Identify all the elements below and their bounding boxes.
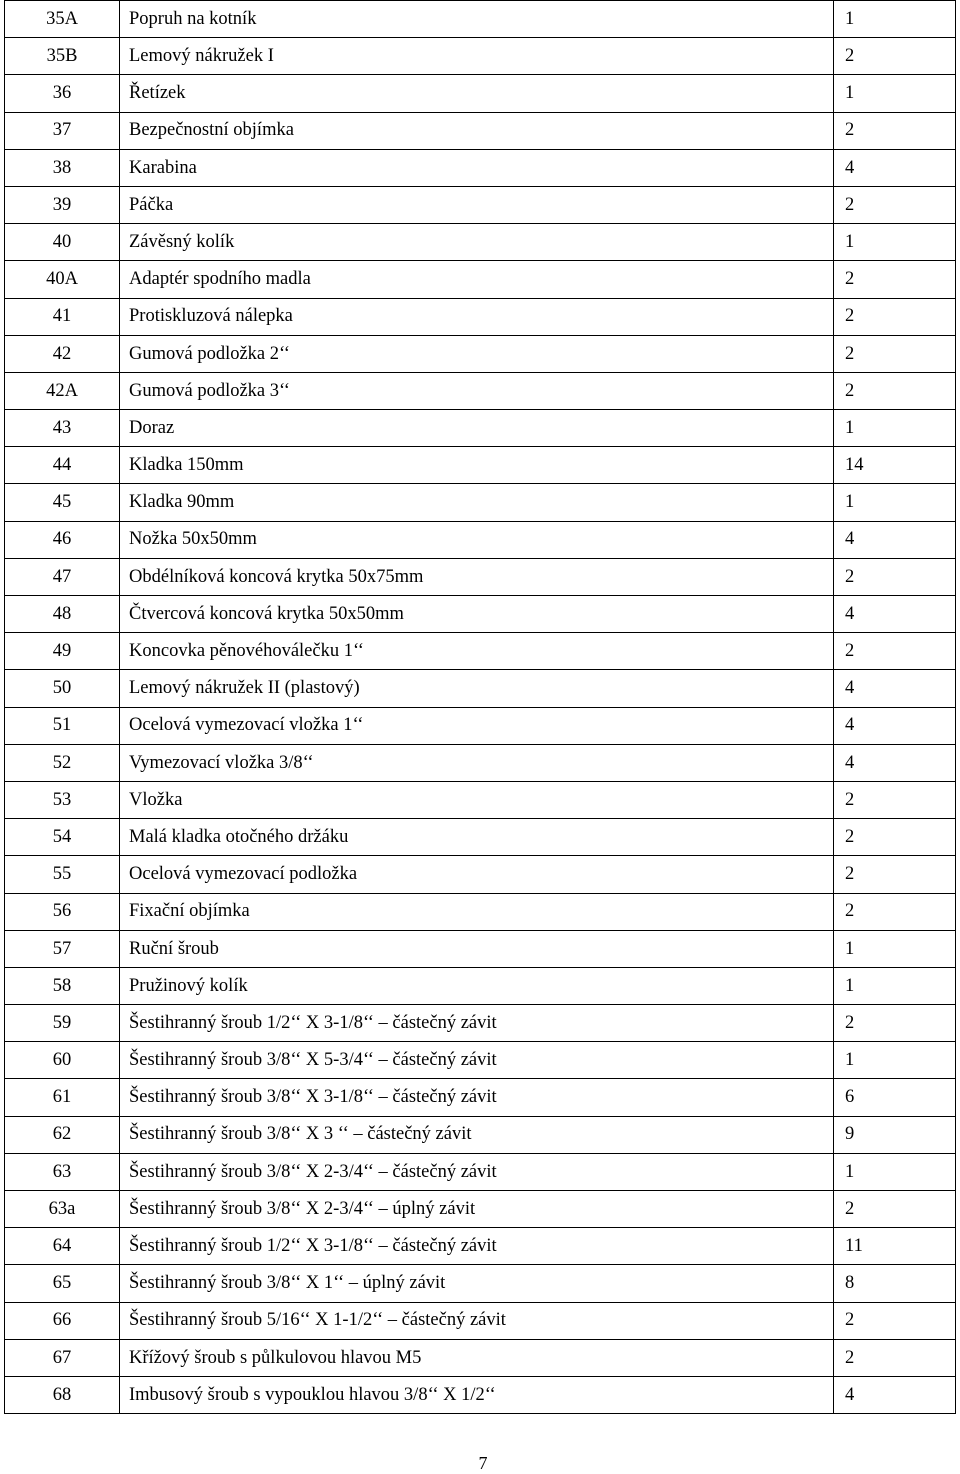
part-number-cell: 42: [5, 335, 120, 372]
part-number-cell: 47: [5, 558, 120, 595]
part-quantity-cell: 8: [834, 1265, 956, 1302]
part-quantity-cell: 9: [834, 1116, 956, 1153]
part-name-cell: Gumová podložka 2‘‘: [120, 335, 834, 372]
table-row: [5, 781, 956, 818]
part-quantity-cell: 2: [834, 261, 956, 298]
part-number-cell: 60: [5, 1042, 120, 1079]
part-quantity-cell: 2: [834, 1005, 956, 1042]
part-quantity-cell: 2: [834, 298, 956, 335]
table-row: [5, 484, 956, 521]
table-row: [5, 261, 956, 298]
table-row: [5, 298, 956, 335]
page-number: 7: [478, 1453, 488, 1473]
part-number-cell: 49: [5, 633, 120, 670]
table-row: [5, 967, 956, 1004]
part-name-cell: Čtvercová koncová krytka 50x50mm: [120, 596, 834, 633]
part-quantity-cell: 2: [834, 335, 956, 372]
part-quantity-cell: 2: [834, 633, 956, 670]
table-row: [5, 1302, 956, 1339]
table-row: [5, 112, 956, 149]
part-name-cell: Šestihranný šroub 5/16‘‘ X 1-1/2‘‘ – částečný závit: [120, 1302, 834, 1339]
table-row: [5, 893, 956, 930]
part-number-cell: 37: [5, 112, 120, 149]
part-name-cell: Páčka: [120, 186, 834, 223]
part-quantity-cell: 2: [834, 819, 956, 856]
part-quantity-cell: 1: [834, 224, 956, 261]
part-quantity-cell: 4: [834, 596, 956, 633]
part-number-cell: 40A: [5, 261, 120, 298]
parts-table-body: [5, 1, 956, 1414]
part-name-cell: Lemový nákružek II (plastový): [120, 670, 834, 707]
part-name-cell: Šestihranný šroub 3/8‘‘ X 3 ‘‘ – částečný závit: [120, 1116, 834, 1153]
part-name-cell: Nožka 50x50mm: [120, 521, 834, 558]
part-number-cell: 35A: [5, 1, 120, 38]
part-name-cell: Vymezovací vložka 3/8‘‘: [120, 744, 834, 781]
part-quantity-cell: 2: [834, 558, 956, 595]
table-row: [5, 224, 956, 261]
table-row: [5, 447, 956, 484]
part-quantity-cell: 4: [834, 670, 956, 707]
part-name-cell: Šestihranný šroub 3/8‘‘ X 3-1/8‘‘ – částečný závit: [120, 1079, 834, 1116]
table-row: [5, 1153, 956, 1190]
part-name-cell: Křížový šroub s půlkulovou hlavou M5: [120, 1339, 834, 1376]
part-number-cell: 57: [5, 930, 120, 967]
table-row: [5, 1005, 956, 1042]
table-row: [5, 335, 956, 372]
part-name-cell: Karabina: [120, 149, 834, 186]
table-row: [5, 186, 956, 223]
part-number-cell: 36: [5, 75, 120, 112]
part-number-cell: 42A: [5, 372, 120, 409]
part-name-cell: Bezpečnostní objímka: [120, 112, 834, 149]
table-row: [5, 38, 956, 75]
part-quantity-cell: 2: [834, 893, 956, 930]
part-number-cell: 43: [5, 410, 120, 447]
part-name-cell: Popruh na kotník: [120, 1, 834, 38]
part-name-cell: Pružinový kolík: [120, 967, 834, 1004]
part-number-cell: 41: [5, 298, 120, 335]
part-quantity-cell: 4: [834, 707, 956, 744]
part-name-cell: Koncovka pěnovéhoválečku 1‘‘: [120, 633, 834, 670]
part-number-cell: 46: [5, 521, 120, 558]
part-name-cell: Ocelová vymezovací podložka: [120, 856, 834, 893]
table-row: [5, 744, 956, 781]
table-row: [5, 372, 956, 409]
part-number-cell: 54: [5, 819, 120, 856]
part-name-cell: Šestihranný šroub 3/8‘‘ X 2-3/4‘‘ – částečný závit: [120, 1153, 834, 1190]
table-row: [5, 819, 956, 856]
table-row: [5, 633, 956, 670]
part-number-cell: 63a: [5, 1191, 120, 1228]
part-number-cell: 45: [5, 484, 120, 521]
part-quantity-cell: 2: [834, 186, 956, 223]
part-number-cell: 59: [5, 1005, 120, 1042]
table-row: [5, 521, 956, 558]
table-row: [5, 1265, 956, 1302]
part-quantity-cell: 1: [834, 1, 956, 38]
part-name-cell: Gumová podložka 3‘‘: [120, 372, 834, 409]
part-quantity-cell: 4: [834, 521, 956, 558]
part-number-cell: 64: [5, 1228, 120, 1265]
part-name-cell: Šestihranný šroub 3/8‘‘ X 2-3/4‘‘ – úplný závit: [120, 1191, 834, 1228]
table-row: [5, 670, 956, 707]
table-row: [5, 930, 956, 967]
part-quantity-cell: 1: [834, 1042, 956, 1079]
table-row: [5, 1042, 956, 1079]
table-row: [5, 149, 956, 186]
part-name-cell: Adaptér spodního madla: [120, 261, 834, 298]
part-number-cell: 55: [5, 856, 120, 893]
part-quantity-cell: 4: [834, 1376, 956, 1413]
part-quantity-cell: 1: [834, 75, 956, 112]
table-row: [5, 410, 956, 447]
part-number-cell: 38: [5, 149, 120, 186]
part-number-cell: 52: [5, 744, 120, 781]
part-name-cell: Doraz: [120, 410, 834, 447]
part-name-cell: Ruční šroub: [120, 930, 834, 967]
part-number-cell: 67: [5, 1339, 120, 1376]
part-number-cell: 58: [5, 967, 120, 1004]
part-name-cell: Řetízek: [120, 75, 834, 112]
part-quantity-cell: 2: [834, 38, 956, 75]
part-name-cell: Protiskluzová nálepka: [120, 298, 834, 335]
part-quantity-cell: 2: [834, 1339, 956, 1376]
table-row: [5, 596, 956, 633]
parts-table: [4, 0, 956, 1414]
table-row: [5, 1079, 956, 1116]
table-row: [5, 558, 956, 595]
part-number-cell: 48: [5, 596, 120, 633]
part-name-cell: Ocelová vymezovací vložka 1‘‘: [120, 707, 834, 744]
part-quantity-cell: 1: [834, 967, 956, 1004]
part-number-cell: 39: [5, 186, 120, 223]
part-number-cell: 40: [5, 224, 120, 261]
part-quantity-cell: 2: [834, 1191, 956, 1228]
part-quantity-cell: 4: [834, 149, 956, 186]
part-name-cell: Fixační objímka: [120, 893, 834, 930]
part-quantity-cell: 2: [834, 856, 956, 893]
part-number-cell: 35B: [5, 38, 120, 75]
table-row: [5, 707, 956, 744]
part-quantity-cell: 2: [834, 1302, 956, 1339]
part-name-cell: Šestihranný šroub 1/2‘‘ X 3-1/8‘‘ – částečný závit: [120, 1005, 834, 1042]
part-quantity-cell: 1: [834, 930, 956, 967]
part-name-cell: Šestihranný šroub 1/2‘‘ X 3-1/8‘‘ – částečný závit: [120, 1228, 834, 1265]
table-row: [5, 1376, 956, 1413]
part-name-cell: Šestihranný šroub 3/8‘‘ X 1‘‘ – úplný závit: [120, 1265, 834, 1302]
part-quantity-cell: 1: [834, 484, 956, 521]
part-quantity-cell: 14: [834, 447, 956, 484]
part-quantity-cell: 2: [834, 112, 956, 149]
part-name-cell: Šestihranný šroub 3/8‘‘ X 5-3/4‘‘ – částečný závit: [120, 1042, 834, 1079]
part-number-cell: 66: [5, 1302, 120, 1339]
part-name-cell: Vložka: [120, 781, 834, 818]
part-number-cell: 68: [5, 1376, 120, 1413]
table-row: [5, 1191, 956, 1228]
part-quantity-cell: 2: [834, 781, 956, 818]
part-name-cell: Kladka 90mm: [120, 484, 834, 521]
table-row: [5, 1228, 956, 1265]
part-name-cell: Lemový nákružek I: [120, 38, 834, 75]
table-row: [5, 75, 956, 112]
table-row: [5, 1116, 956, 1153]
part-number-cell: 51: [5, 707, 120, 744]
part-name-cell: Imbusový šroub s vypouklou hlavou 3/8‘‘ X 1/2‘‘: [120, 1376, 834, 1413]
part-quantity-cell: 11: [834, 1228, 956, 1265]
part-quantity-cell: 4: [834, 744, 956, 781]
part-number-cell: 44: [5, 447, 120, 484]
part-number-cell: 65: [5, 1265, 120, 1302]
part-number-cell: 56: [5, 893, 120, 930]
table-row: [5, 856, 956, 893]
table-row: [5, 1339, 956, 1376]
part-quantity-cell: 2: [834, 372, 956, 409]
table-row: [5, 1, 956, 38]
part-number-cell: 53: [5, 781, 120, 818]
part-number-cell: 50: [5, 670, 120, 707]
part-number-cell: 62: [5, 1116, 120, 1153]
part-name-cell: Kladka 150mm: [120, 447, 834, 484]
part-quantity-cell: 1: [834, 1153, 956, 1190]
part-name-cell: Obdélníková koncová krytka 50x75mm: [120, 558, 834, 595]
part-number-cell: 63: [5, 1153, 120, 1190]
part-name-cell: Malá kladka otočného držáku: [120, 819, 834, 856]
part-name-cell: Závěsný kolík: [120, 224, 834, 261]
part-quantity-cell: 1: [834, 410, 956, 447]
part-quantity-cell: 6: [834, 1079, 956, 1116]
part-number-cell: 61: [5, 1079, 120, 1116]
